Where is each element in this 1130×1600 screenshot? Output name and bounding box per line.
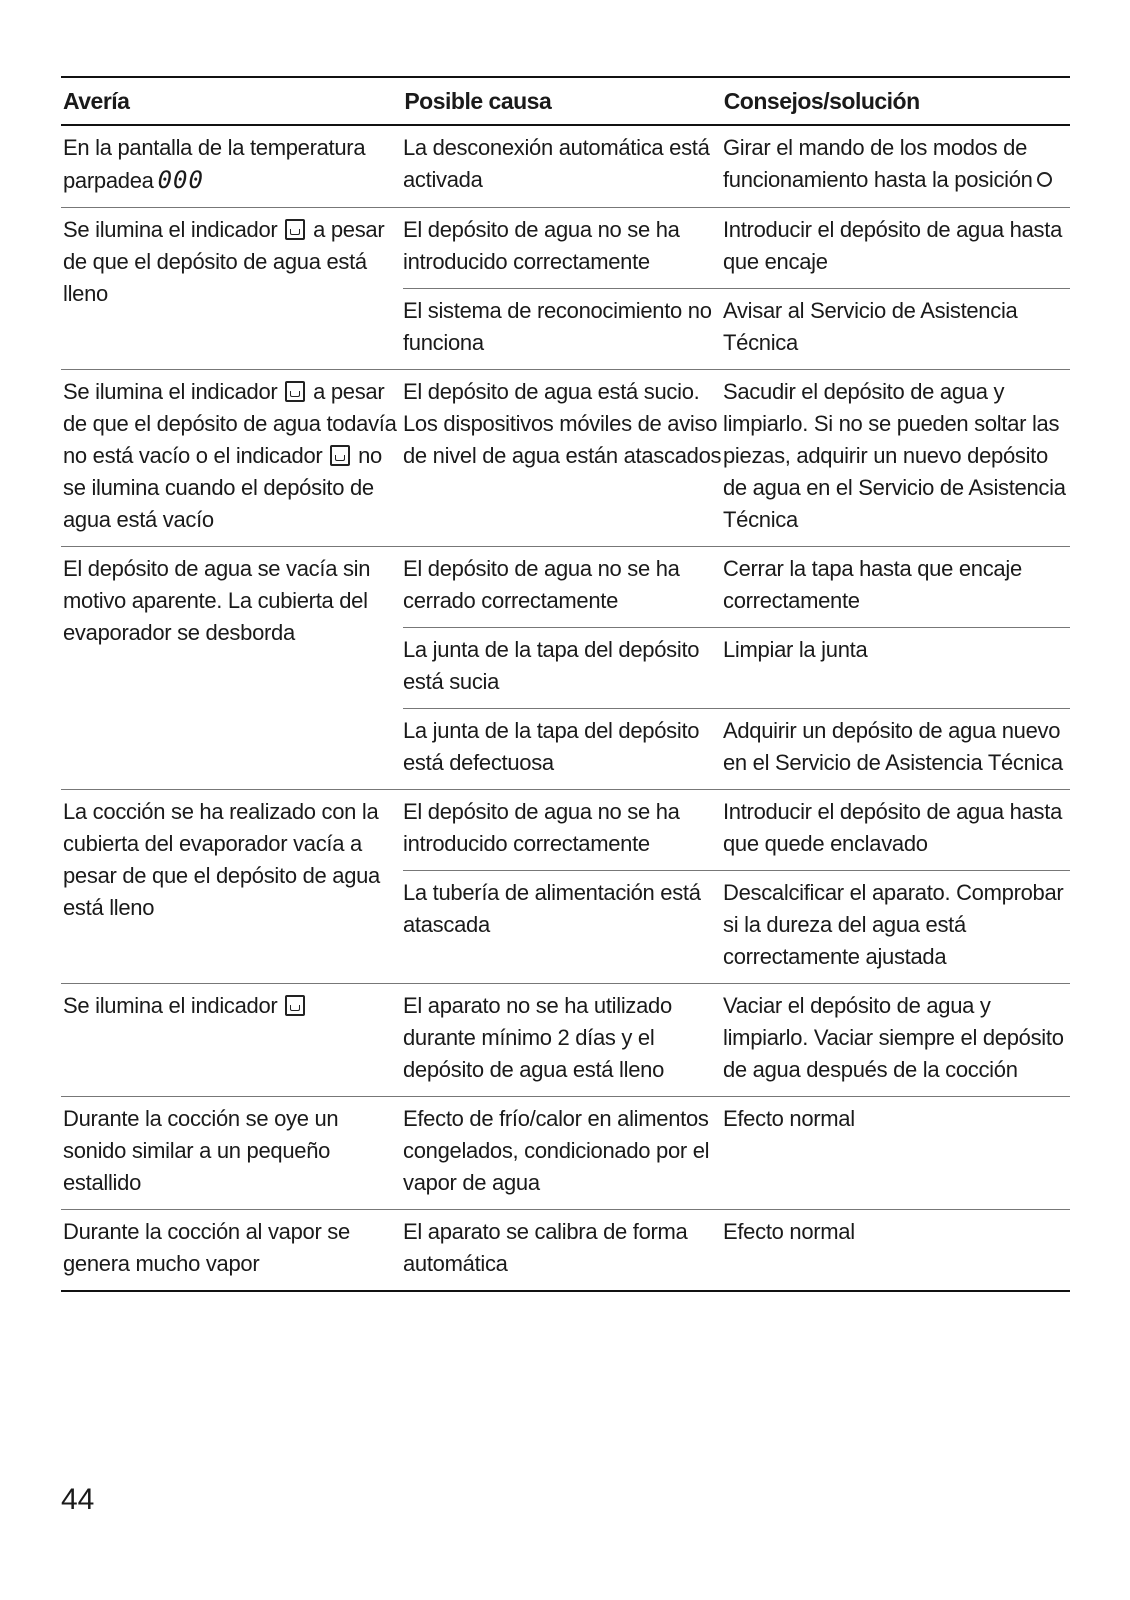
table-header xyxy=(61,76,1070,126)
fault-cell: Durante la cocción al vapor se genera mucho vapor xyxy=(63,1219,350,1276)
page-number: 44 xyxy=(61,1483,95,1516)
cause-cell: La tubería de alimentación está atascada xyxy=(403,880,701,937)
fault-cell: Se ilumina el indicador a pesar de que el depósito de agua todavía no está vacío o el indicador no se ilumina cuando el depósito de agua está vacío xyxy=(63,379,397,532)
cause-cell: El aparato se calibra de forma automática xyxy=(403,1219,688,1276)
header-remedy: Consejos/solución xyxy=(723,87,920,114)
cause-cell: La junta de la tapa del depósito está defectuosa xyxy=(403,718,700,775)
remedy-cell: Vaciar el depósito de agua y limpiarlo. Vaciar siempre el depósito de agua después de la cocción xyxy=(723,993,1064,1082)
fault-cell: Se ilumina el indicador a pesar de que el depósito de agua está lleno xyxy=(63,217,385,306)
cause-remedy-pair xyxy=(403,984,1070,1096)
remedy-cell: Descalcificar el aparato. Comprobar si la dureza del agua está correctamente ajustada xyxy=(723,880,1064,969)
water-tank-icon xyxy=(285,381,305,402)
off-position-icon xyxy=(1037,172,1052,187)
cause-cell: El depósito de agua está sucio. Los dispositivos móviles de aviso de nivel de agua están atascados xyxy=(403,379,722,468)
remedy-cell: Avisar al Servicio de Asistencia Técnica xyxy=(723,298,1018,355)
table-row xyxy=(61,790,1070,984)
cause-remedy-pair xyxy=(403,708,1070,789)
remedy-cell: Girar el mando de los modos de funcionamiento hasta la posición xyxy=(723,132,1070,196)
table-row xyxy=(61,126,1070,208)
cause-cell: Efecto de frío/calor en alimentos congelados, condicionado por el vapor de agua xyxy=(403,1106,710,1195)
cause-remedy-pair xyxy=(403,1210,1070,1290)
table-row xyxy=(61,208,1070,370)
cause-remedy-pair xyxy=(403,370,1070,546)
cause-remedy-pair xyxy=(403,547,1070,627)
cause-remedy-pair xyxy=(403,1097,1070,1209)
fault-cell: En la pantalla de la temperatura parpadea 000 xyxy=(63,135,366,194)
table-row xyxy=(61,984,1070,1097)
fault-cell: La cocción se ha realizado con la cubierta del evaporador vacía a pesar de que el depósito de agua está lleno xyxy=(63,799,380,920)
fault-cell: Durante la cocción se oye un sonido similar a un pequeño estallido xyxy=(63,1106,339,1195)
table-row xyxy=(61,1210,1070,1292)
header-fault: Avería xyxy=(63,87,130,114)
cause-remedy-pair xyxy=(403,208,1070,288)
cause-remedy-pair xyxy=(403,627,1070,708)
cause-cell: El depósito de agua no se ha introducido correctamente xyxy=(403,217,680,274)
cause-cell: El depósito de agua no se ha cerrado correctamente xyxy=(403,556,680,613)
remedy-cell: Sacudir el depósito de agua y limpiarlo. Si no se pueden soltar las piezas, adquirir un nuevo depósito de agua en el Servicio de Asistencia Técnica xyxy=(723,379,1066,532)
remedy-cell: Adquirir un depósito de agua nuevo en el Servicio de Asistencia Técnica xyxy=(723,718,1063,775)
remedy-cell: Cerrar la tapa hasta que encaje correctamente xyxy=(723,556,1022,613)
remedy-cell: Introducir el depósito de agua hasta que encaje xyxy=(723,217,1062,274)
remedy-cell: Limpiar la junta xyxy=(723,637,868,662)
table-row xyxy=(61,1097,1070,1210)
remedy-cell: Introducir el depósito de agua hasta que quede enclavado xyxy=(723,799,1062,856)
remedy-cell: Efecto normal xyxy=(723,1106,855,1131)
water-tank-icon xyxy=(330,445,350,466)
header-cause: Posible causa xyxy=(404,87,552,114)
fault-cell: Se ilumina el indicador xyxy=(61,984,403,1096)
water-tank-icon xyxy=(285,219,305,240)
table-row xyxy=(61,370,1070,547)
cause-cell: El sistema de reconocimiento no funciona xyxy=(403,298,712,355)
cause-remedy-pair xyxy=(403,790,1070,870)
troubleshooting-table xyxy=(61,76,1070,1292)
cause-cell: La desconexión automática está activada xyxy=(403,135,710,192)
display-segment-symbol: 000 xyxy=(157,166,204,194)
cause-remedy-pair xyxy=(403,126,1070,206)
cause-cell: El aparato no se ha utilizado durante mínimo 2 días y el depósito de agua está lleno xyxy=(403,993,672,1082)
cause-remedy-pair xyxy=(403,870,1070,983)
water-tank-icon xyxy=(285,995,305,1016)
cause-cell: La junta de la tapa del depósito está sucia xyxy=(403,637,700,694)
fault-cell: El depósito de agua se vacía sin motivo aparente. La cubierta del evaporador se desborda xyxy=(63,556,371,645)
remedy-cell: Efecto normal xyxy=(723,1219,855,1244)
cause-remedy-pair xyxy=(403,288,1070,369)
table-row xyxy=(61,547,1070,790)
cause-cell: El depósito de agua no se ha introducido correctamente xyxy=(403,799,680,856)
